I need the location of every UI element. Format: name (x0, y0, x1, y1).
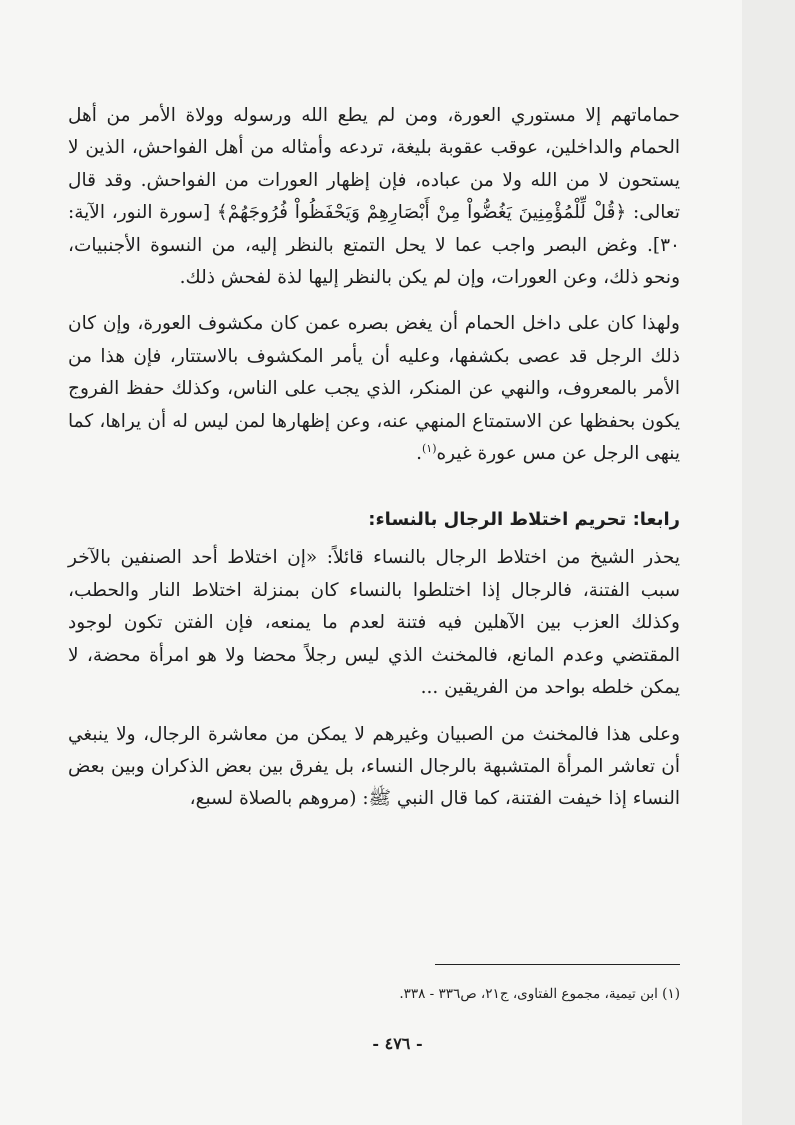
page-number: - ٤٧٦ - (372, 1034, 423, 1053)
paragraph-2-end: . (416, 443, 422, 465)
page-edge-shadow (742, 0, 795, 1125)
paragraph-4: وعلى هذا فالمخنث من الصبيان وغيرهم لا يمكن من معاشرة الرجال، ولا ينبغي أن تعاشر المرأة المتشبهة بالرجال النساء، بل يفرق بين بعض الذكران وبين بعض النساء إذا خيفت الفتنة، كما قال النبي ﷺ: (مروهم بالصلاة لسبع، (68, 723, 680, 810)
paragraph-1: حماماتهم إلا مستوري العورة، ومن لم يطع الله ورسوله وولاة الأمر من أهل الحمام والداخلين، عوقب عقوبة بليغة، تردعه وأمثاله من أهل الفواحش، الذين لا يستحون لا من الله ولا من عباده، فإن إظهار العورات من الفواحش. وقد قال تعالى: ﴿قُلْ لِّلْمُؤْمِنِينَ يَغُضُّواْ مِنْ أَبْصَارِهِمْ وَيَحْفَظُواْ فُرُوجَهُمْ﴾ [سورة النور، الآية: ٣٠]. وغض البصر واجب عما لا يحل التمتع بالنظر إليه، من النسوة الأجنبيات، ونحو ذلك، وعن العورات، وإن لم يكن بالنظر إليها لذة لفحش ذلك. (68, 105, 680, 289)
footnote-divider (435, 964, 680, 965)
paragraph-3: يحذر الشيخ من اختلاط الرجال بالنساء قائلاً: «إن اختلاط أحد الصنفين بالآخر سبب الفتنة، فالرجال إذا اختلطوا بالنساء كان بمنزلة اختلاط النار والحطب، وكذلك العزب بين الآهلين فيه فتنة لعدم ما يمنعه، فإن الفتن تكون لوجود المقتضي وعدم المانع، فالمخنث الذي ليس رجلاً محضا ولا هو امرأة محضة، لا يمكن خلطه بواحد من الفريقين ... (68, 547, 680, 699)
paragraph-2-text: ولهذا كان على داخل الحمام أن يغض بصره عمن كان مكشوف العورة، وإن كان ذلك الرجل قد عصى بكشفها، وعليه أن يأمر المكشوف بالاستتار، فإن هذا من الأمر بالمعروف، والنهي عن المنكر، الذي يجب على الناس، وكذلك حفظ الفروج يكون بحفظها عن الاستمتاع المنهي عنه، وعن إظهارها لمن ليس له أن يراها، كما ينهى الرجل عن مس عورة غيره (68, 313, 680, 465)
main-text (68, 100, 680, 816)
section-heading: رابعا: تحريم اختلاط الرجال بالنساء: (368, 509, 680, 531)
footnote-reference[interactable]: (١) (421, 441, 437, 455)
paragraph-2 (68, 308, 680, 470)
footnote: (١) ابن تيمية، مجموع الفتاوى، ج٢١، ص٣٣٦ - ٣٣٨. (399, 986, 680, 1002)
